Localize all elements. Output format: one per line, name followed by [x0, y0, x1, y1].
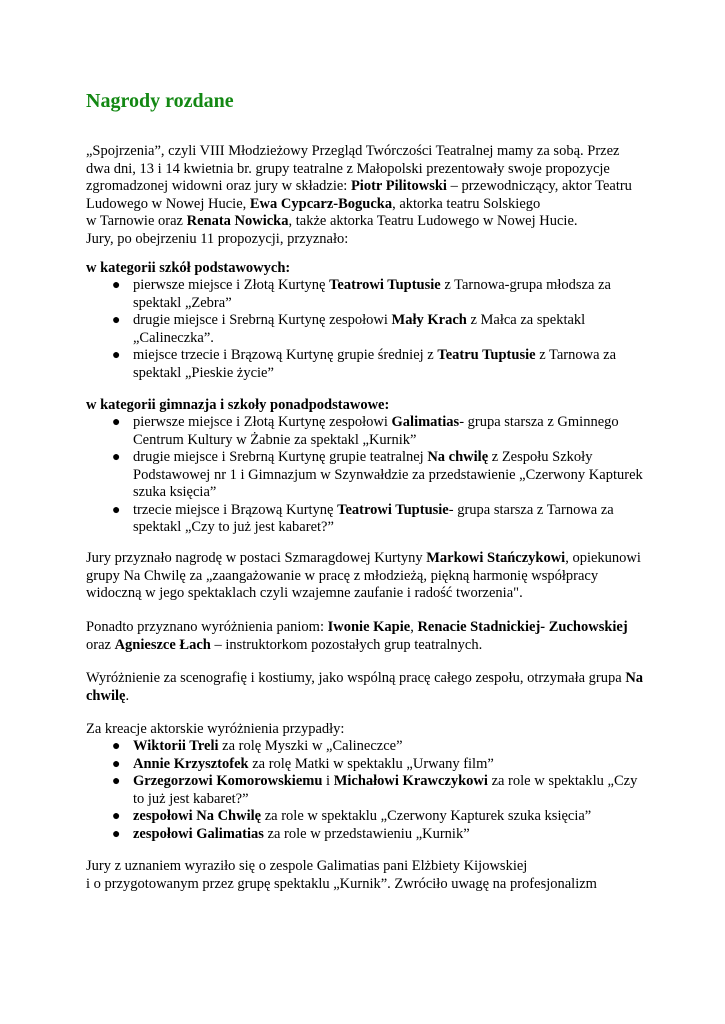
item-text: - grupa starsza z Tarnowa za spektakl „Czy to już jest kabaret?” [133, 501, 614, 535]
jury-name-2: Ewa Cypcarz-Bogucka [249, 195, 393, 212]
item-text: pierwsze miejsce i Złotą Kurtynę zespołowi [133, 414, 392, 430]
awardee-name: Na chwilę [86, 670, 644, 704]
paragraph-text: oraz [86, 636, 115, 653]
item-text: za rolę Matki w spektaklu „Urwany film” [248, 755, 494, 772]
scenography-paragraph [86, 670, 646, 705]
bullet-icon: ● [112, 809, 121, 824]
item-text: drugie miejsce i Srebrną Kurtynę zespołowi [133, 312, 392, 328]
list-item [86, 277, 646, 312]
actors-awards-list [86, 738, 646, 843]
actors-intro: Za kreacje aktorskie wyróżnienia przypadły: [86, 721, 345, 737]
paragraph-text: i o przygotowanym przez grupę spektaklu „Kurnik”. Zwróciło uwagę na profesjonalizm [86, 875, 597, 892]
list-item [86, 347, 646, 382]
list-item [86, 773, 646, 808]
list-item [86, 808, 646, 826]
intro-paragraph [86, 143, 646, 248]
section-heading-secondary: w kategorii gimnazja i szkoły ponadpodstawowe: [86, 397, 390, 413]
item-text: pierwsze miejsce i Złotą Kurtynę [133, 277, 330, 293]
distinction-paragraph [86, 619, 646, 654]
list-item [86, 738, 646, 756]
item-text: miejsce trzecie i Brązową Kurtynę grupie średniej z [133, 347, 438, 363]
page-title: Nagrody rozdane [86, 90, 234, 112]
paragraph-text: Jury przyznało nagrodę w postaci Szmaragdowej Kurtyny [86, 550, 427, 566]
bullet-icon: ● [112, 278, 121, 293]
bullet-icon: ● [112, 756, 121, 772]
bullet-icon: ● [112, 313, 121, 328]
paragraph-text: . [125, 687, 130, 704]
list-item [86, 449, 646, 502]
item-text: drugie miejsce i Srebrną Kurtynę grupie teatralnej [133, 449, 428, 465]
awardee-name: zespołowi Galimatias [133, 825, 264, 842]
secondary-awards-list [86, 414, 646, 537]
final-paragraph [86, 858, 646, 893]
bullet-icon: ● [112, 450, 121, 465]
item-text: za rolę Myszki w „Calineczce” [218, 738, 403, 754]
item-text: za role w spektaklu „Czerwony Kapturek szuka księcia” [261, 808, 592, 824]
awardee-name: Mały Krach [391, 312, 467, 328]
awardee-name: Galimatias [391, 414, 460, 430]
paragraph-text: – instruktorkom pozostałych grup teatralnych. [210, 636, 483, 653]
jury-name-3: Renata Nowicka [186, 213, 289, 229]
paragraph-text: , opiekunowi grupy Na Chwilę za „zaangażowanie w pracę z młodzieżą, piękną harmonię współpracy widoczną w jego spektaklach czyli wzajemne zaufanie i radość tworzenia". [86, 550, 641, 601]
item-text: za role w spektaklu „Czy to już jest kabaret?” [133, 773, 638, 807]
bullet-icon: ● [112, 502, 121, 518]
item-text: z Tarnowa za spektakl „Pieskie życie” [133, 347, 616, 381]
bullet-icon: ● [112, 826, 121, 842]
awardee-name: Teatru Tuptusie [437, 347, 536, 363]
awardee-name: Markowi Stańczykowi [426, 550, 566, 566]
primary-awards-list [86, 277, 646, 382]
bullet-icon: ● [112, 348, 121, 363]
item-text: z Tarnowa-grupa młodsza za spektakl „Zebra” [133, 277, 611, 311]
paragraph-text: Jury z uznaniem wyraziło się o zespole Galimatias pani Elżbiety Kijowskiej [86, 858, 528, 874]
jury-name-1: Piotr Pilitowski [350, 178, 447, 194]
paragraph-text: Ponadto przyznano wyróżnienia paniom: [86, 619, 328, 635]
bullet-icon: ● [112, 739, 121, 754]
item-text: i [322, 773, 334, 789]
list-item [86, 826, 646, 844]
section-heading-primary: w kategorii szkół podstawowych: [86, 260, 291, 276]
intro-text-6: Jury, po obejrzeniu 11 propozycji, przyznało: [86, 230, 349, 247]
item-text: za role w przedstawieniu „Kurnik” [263, 825, 470, 842]
intro-text-3: , aktorka teatru Solskiego [392, 195, 541, 212]
paragraph-text: , [410, 619, 418, 635]
item-text: z Małca za spektakl „Calineczka”. [133, 312, 586, 346]
awardee-name: zespołowi Na Chwilę [133, 808, 262, 824]
intro-text-4: w Tarnowie oraz [86, 213, 187, 229]
list-item [86, 414, 646, 449]
list-item [86, 756, 646, 774]
intro-text-2: – przewodniczący, aktor Teatru Ludowego w Nowej Hucie, [86, 178, 632, 212]
item-text: - grupa starsza z Gminnego Centrum Kultury w Żabnie za spektakl „Kurnik” [133, 414, 619, 448]
paragraph-text: Wyróżnienie za scenografię i kostiumy, jako wspólną pracę całego zespołu, otrzymała grupa [86, 670, 626, 686]
list-item [86, 502, 646, 537]
awardee-name: Wiktorii Treli [133, 738, 219, 754]
awardee-name: Annie Krzysztofek [133, 755, 249, 772]
item-text: trzecie miejsce i Brązową Kurtynę [133, 501, 338, 518]
bullet-icon: ● [112, 774, 121, 789]
awardee-name: Agnieszce Łach [114, 636, 211, 653]
awardee-name: Grzegorzowi Komorowskiemu [133, 773, 323, 789]
item-text: z Zespołu Szkoły Podstawowej nr 1 i Gimnazjum w Szynwałdzie za przedstawienie „Czerwony Kapturek szuka księcia” [133, 449, 643, 500]
awardee-name: Michałowi Krawczykowi [333, 773, 488, 789]
awardee-name: Iwonie Kapie [327, 619, 411, 635]
awardee-name: Na chwilę [427, 449, 489, 465]
intro-text-1: „Spojrzenia”, czyli VIII Młodzieżowy Przegląd Twórczości Teatralnej mamy za sobą. Przez dwa dni, 13 i 14 kwietnia br. grupy teatralne z Małopolski prezentowały swoje propozycje zgromadzonej widowni oraz jury w składzie: [86, 143, 620, 194]
awardee-name: Teatrowi Tuptusie [337, 501, 449, 518]
bullet-icon: ● [112, 415, 121, 430]
special-award-paragraph [86, 550, 646, 603]
list-item [86, 312, 646, 347]
awardee-name: Teatrowi Tuptusie [329, 277, 441, 293]
intro-text-5: , także aktorka Teatru Ludowego w Nowej Hucie. [288, 213, 578, 229]
awardee-name: Renacie Stadnickiej- Zuchowskiej [417, 619, 628, 635]
